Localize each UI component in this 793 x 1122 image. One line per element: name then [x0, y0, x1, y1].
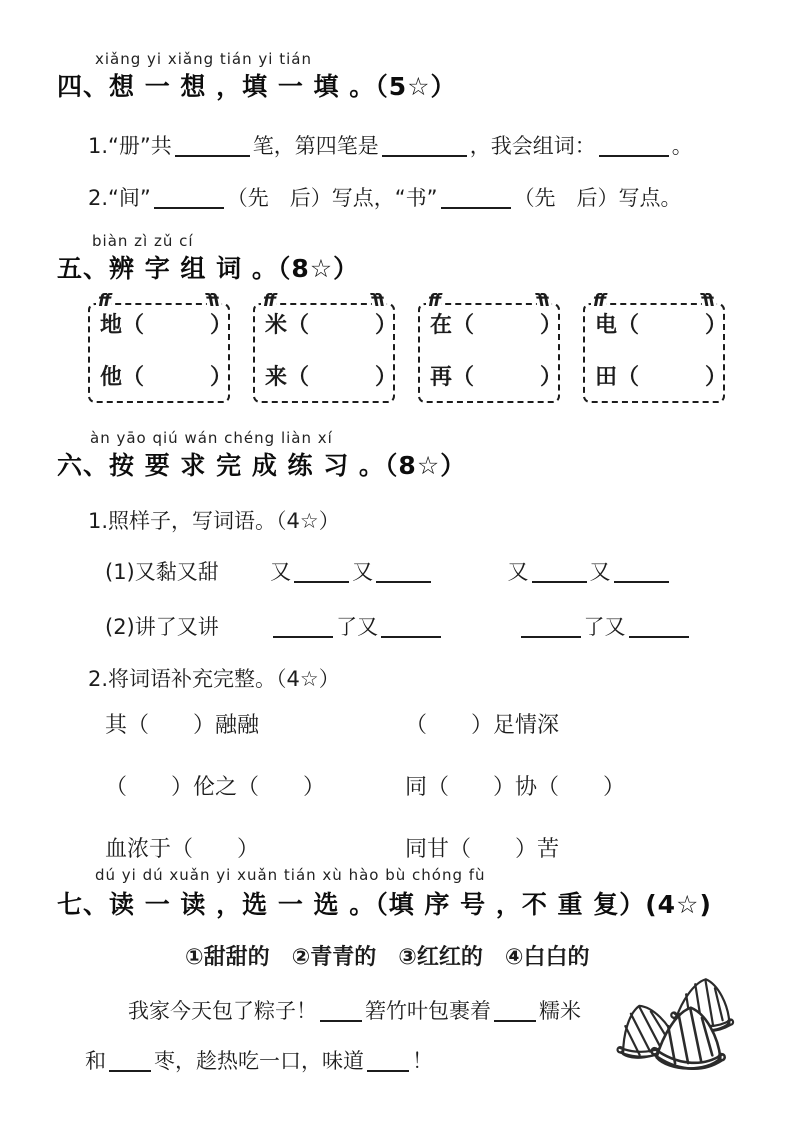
ribbon-curl-icon: ff — [98, 291, 109, 311]
word-box-1-bottom: 他（ ） — [100, 365, 233, 390]
blank-line — [614, 560, 669, 583]
section-6-example-2 — [105, 611, 692, 641]
ribbon-curl-icon: ff — [209, 291, 220, 311]
blank-line — [175, 134, 250, 157]
q1-text-1: 1.“册”共 — [88, 134, 172, 158]
word-box-1-top: 地（ ） — [100, 313, 233, 338]
section-4-title: 四、想 一 想 ，填 一 填 。（5☆） — [57, 72, 457, 101]
blank-line — [382, 134, 467, 157]
blank-line — [599, 134, 669, 157]
sentence-text: 我家今天包了粽子！ — [128, 999, 317, 1023]
ribbon-curl-icon: ff — [428, 291, 439, 311]
sentence-text: 和 — [85, 1049, 106, 1073]
blank-line — [494, 999, 536, 1022]
zongzi-illustration — [612, 976, 752, 1096]
word-box-2 — [253, 291, 398, 403]
blank-line — [376, 560, 431, 583]
q1-text-3: ，我会组词： — [469, 134, 596, 158]
word-completion-grid — [105, 708, 625, 863]
word-box-3-top: 在（ ） — [430, 313, 563, 338]
section-6-sub-1-label: 1.照样子，写词语。（4☆） — [88, 509, 340, 533]
repeat-char: 又 — [589, 560, 611, 584]
section-6-pinyin: àn yāo qiú wán chéng liàn xí — [90, 429, 333, 447]
section-5-pinyin: biàn zì zǔ cí — [92, 232, 194, 250]
option-3: ③红红的 — [398, 945, 483, 970]
completion-item: （ ）伦之（ ） — [105, 775, 326, 800]
sentence-text: 糯米 — [539, 999, 581, 1023]
repeat-char: 又 — [352, 560, 374, 584]
q1-text-4: 。 — [671, 134, 693, 158]
word-box-1 — [88, 291, 233, 403]
blank-line — [109, 1049, 151, 1072]
blank-line — [381, 615, 441, 638]
q2-text-1: 2.“间” — [88, 186, 151, 210]
blank-line — [629, 615, 689, 638]
word-box-2-top: 米（ ） — [265, 313, 398, 338]
word-box-4-bottom: 田（ ） — [595, 365, 728, 390]
word-box-3 — [418, 291, 563, 403]
blank-line — [367, 1049, 409, 1072]
section-7-pinyin: dú yi dú xuǎn yi xuǎn tián xù hào bù chóng fù — [95, 866, 486, 884]
repeat-char: 又 — [270, 560, 292, 584]
section-7-title: 七、读 一 读 ，选 一 选 。（填 序 号 ，不 重 复）(4☆) — [57, 890, 712, 919]
word-box-2-bottom: 来（ ） — [265, 365, 398, 390]
section-6-title: 六、按 要 求 完 成 练 习 。（8☆） — [57, 451, 467, 480]
section-6-sub-2-label: 2.将词语补充完整。（4☆） — [88, 667, 340, 691]
blank-line — [273, 615, 333, 638]
section-4-question-2 — [88, 182, 682, 212]
example-2-lead: (2)讲了又讲 — [105, 615, 219, 639]
option-4: ④白白的 — [504, 945, 590, 970]
blank-line — [532, 560, 587, 583]
blank-line — [154, 186, 224, 209]
choice-options-row — [185, 940, 590, 971]
repeat-char: 了又 — [336, 615, 379, 639]
completion-item: （ ）足情深 — [405, 713, 560, 738]
q1-text-2: 笔，第四笔是 — [252, 134, 379, 158]
blank-line — [521, 615, 581, 638]
ribbon-curl-icon: ff — [374, 291, 385, 311]
sentence-text: 枣，趁热吃一口，味道 — [154, 1049, 364, 1073]
option-1: ①甜甜的 — [185, 945, 270, 970]
word-box-4-top: 电（ ） — [595, 313, 728, 338]
word-box-4 — [583, 291, 728, 403]
sentence-line-1 — [128, 995, 581, 1025]
blank-line — [294, 560, 349, 583]
completion-item: 同甘（ ）苦 — [405, 837, 560, 862]
repeat-char: 又 — [507, 560, 529, 584]
option-2: ②青青的 — [291, 945, 377, 970]
section-4-pinyin: xiǎng yi xiǎng tián yi tián — [95, 50, 312, 68]
completion-item: 血浓于（ ） — [105, 837, 260, 862]
example-1-lead: (1)又黏又甜 — [105, 560, 219, 584]
q2-text-3: （先 后）写点。 — [513, 186, 682, 210]
section-4-question-1 — [88, 130, 693, 160]
ribbon-curl-icon: ff — [704, 291, 715, 311]
section-5-title: 五、辨 字 组 词 。（8☆） — [57, 254, 360, 283]
q2-text-2: （先 后）写点，“书” — [226, 186, 438, 210]
completion-item: 同（ ）协（ ） — [405, 775, 626, 800]
blank-line — [441, 186, 511, 209]
word-box-3-bottom: 再（ ） — [430, 365, 563, 390]
completion-item: 其（ ）融融 — [105, 713, 260, 738]
sentence-text: 箬竹叶包裹着 — [365, 999, 491, 1023]
sentence-line-2 — [85, 1045, 433, 1075]
section-6-example-1 — [105, 556, 672, 586]
ribbon-curl-icon: ff — [539, 291, 550, 311]
blank-line — [320, 999, 362, 1022]
word-box-group — [88, 291, 728, 403]
ribbon-curl-icon: ff — [593, 291, 604, 311]
repeat-char: 了又 — [583, 615, 626, 639]
ribbon-curl-icon: ff — [263, 291, 274, 311]
sentence-text: ！ — [412, 1049, 433, 1073]
